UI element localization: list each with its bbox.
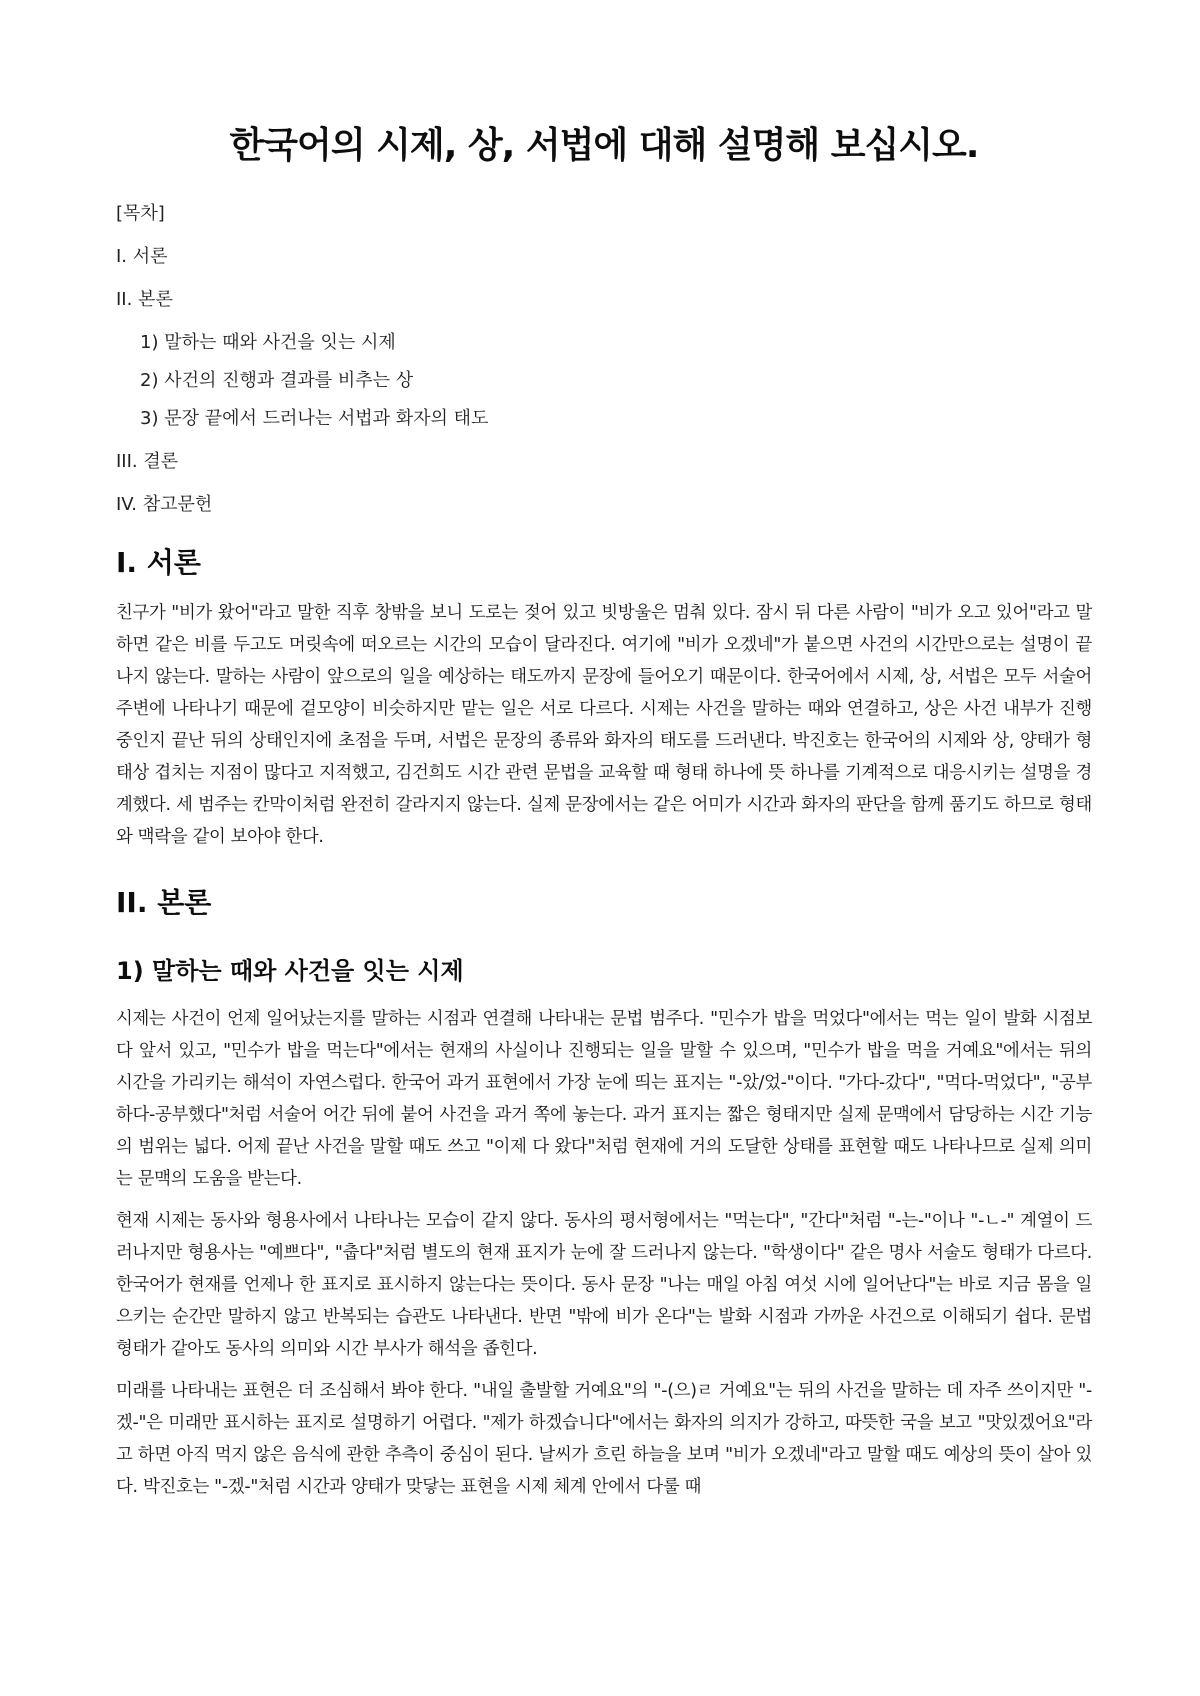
section-heading-intro: I. 서론 xyxy=(116,546,201,579)
subsection-heading-tense: 1) 말하는 때와 사건을 잇는 시제 xyxy=(116,957,464,985)
toc-item-intro: I. 서론 xyxy=(116,246,168,267)
toc-subitem-mood: 3) 문장 끝에서 드러나는 서법과 화자의 태도 xyxy=(140,408,489,429)
table-of-contents xyxy=(116,202,1092,517)
body-paragraph: 현재 시제는 동사와 형용사에서 나타나는 모습이 같지 않다. 동사의 평서형에서는 "먹는다", "간다"처럼 "-는-"이나 "-ㄴ-" 계열이 드러나지만 형용사는 "예쁘다", "춥다"처럼 별도의 현재 표지가 눈에 잘 드러나지 않는다. "학생이다" 같은 명사 서술도 형태가 다르다. 한국어가 현재를 언제나 한 표지로 표시하지 않는다는 뜻이다. 동사 문장 "나는 매일 아침 여섯 시에 일어난다"는 바로 지금 몸을 일으키는 순간만 말하지 않고 반복되는 습관도 나타낸다. 반면 "밖에 비가 온다"는 발화 시점과 가까운 사건으로 이해되기 쉽다. 문법 형태가 같아도 동사의 의미와 시간 부사가 해석을 좁힌다. xyxy=(116,1211,1092,1359)
document-page xyxy=(116,0,1092,1513)
body-paragraph: 미래를 나타내는 표현은 더 조심해서 봐야 한다. "내일 출발할 거예요"의 "-(으)ㄹ 거예요"는 뒤의 사건을 말하는 데 자주 쓰이지만 "-겠-"은 미래만 표시하는 표지로 설명하기 어렵다. "제가 하겠습니다"에서는 화자의 의지가 강하고, 따뜻한 국을 보고 "맛있겠어요"라고 하면 아직 먹지 않은 음식에 관한 추측이 중심이 된다. 날씨가 흐린 하늘을 보며 "비가 오겠네"라고 말할 때도 예상의 뜻이 살아 있다. 박진호는 "-겠-"처럼 시간과 양태가 맞닿는 표현을 시제 체계 안에서 다룰 때 xyxy=(116,1381,1092,1497)
toc-heading: [목차] xyxy=(116,203,165,224)
toc-item-references: IV. 참고문헌 xyxy=(116,494,213,515)
toc-subitem-tense: 1) 말하는 때와 사건을 잇는 시제 xyxy=(140,332,396,353)
toc-item-conclusion: III. 결론 xyxy=(116,451,179,472)
toc-subitem-aspect: 2) 사건의 진행과 결과를 비추는 상 xyxy=(140,370,414,391)
toc-item-body: II. 본론 xyxy=(116,289,173,310)
section-heading-body: II. 본론 xyxy=(116,886,212,919)
document-title: 한국어의 시제, 상, 서법에 대해 설명해 보십시오. xyxy=(229,125,979,166)
body-paragraph: 시제는 사건이 언제 일어났는지를 말하는 시점과 연결해 나타내는 문법 범주다. "민수가 밥을 먹었다"에서는 먹는 일이 발화 시점보다 앞서 있고, "민수가 밥을 먹는다"에서는 현재의 사실이나 진행되는 일을 말할 수 있으며, "민수가 밥을 먹을 거예요"에서는 뒤의 시간을 가리키는 해석이 자연스럽다. 한국어 과거 표현에서 가장 눈에 띄는 표지는 "-았/었-"이다. "가다-갔다", "먹다-먹었다", "공부하다-공부했다"처럼 서술어 어간 뒤에 붙어 사건을 과거 쪽에 놓는다. 과거 표지는 짧은 형태지만 실제 문맥에서 담당하는 시간 기능의 범위는 넓다. 어제 끝난 사건을 말할 때도 쓰고 "이제 다 왔다"처럼 현재에 거의 도달한 상태를 표현할 때도 나타나므로 실제 의미는 문맥의 도움을 받는다. xyxy=(116,1009,1092,1189)
intro-paragraph: 친구가 "비가 왔어"라고 말한 직후 창밖을 보니 도로는 젖어 있고 빗방울은 멈춰 있다. 잠시 뒤 다른 사람이 "비가 오고 있어"라고 말하면 같은 비를 두고도 머릿속에 떠오르는 시간의 모습이 달라진다. 여기에 "비가 오겠네"가 붙으면 사건의 시간만으로는 설명이 끝나지 않는다. 말하는 사람이 앞으로의 일을 예상하는 태도까지 문장에 들어오기 때문이다. 한국어에서 시제, 상, 서법은 모두 서술어 주변에 나타나기 때문에 겉모양이 비슷하지만 맡는 일은 서로 다르다. 시제는 사건을 말하는 때와 연결하고, 상은 사건 내부가 진행 중인지 끝난 뒤의 상태인지에 초점을 두며, 서법은 문장의 종류와 화자의 태도를 드러낸다. 박진호는 한국어의 시제와 상, 양태가 형태상 겹치는 지점이 많다고 지적했고, 김건희도 시간 관련 문법을 교육할 때 형태 하나에 뜻 하나를 기계적으로 대응시키는 설명을 경계했다. 세 범주는 칸막이처럼 완전히 갈라지지 않는다. 실제 문장에서는 같은 어미가 시간과 화자의 판단을 함께 품기도 하므로 형태와 맥락을 같이 보아야 한다. xyxy=(116,603,1092,847)
